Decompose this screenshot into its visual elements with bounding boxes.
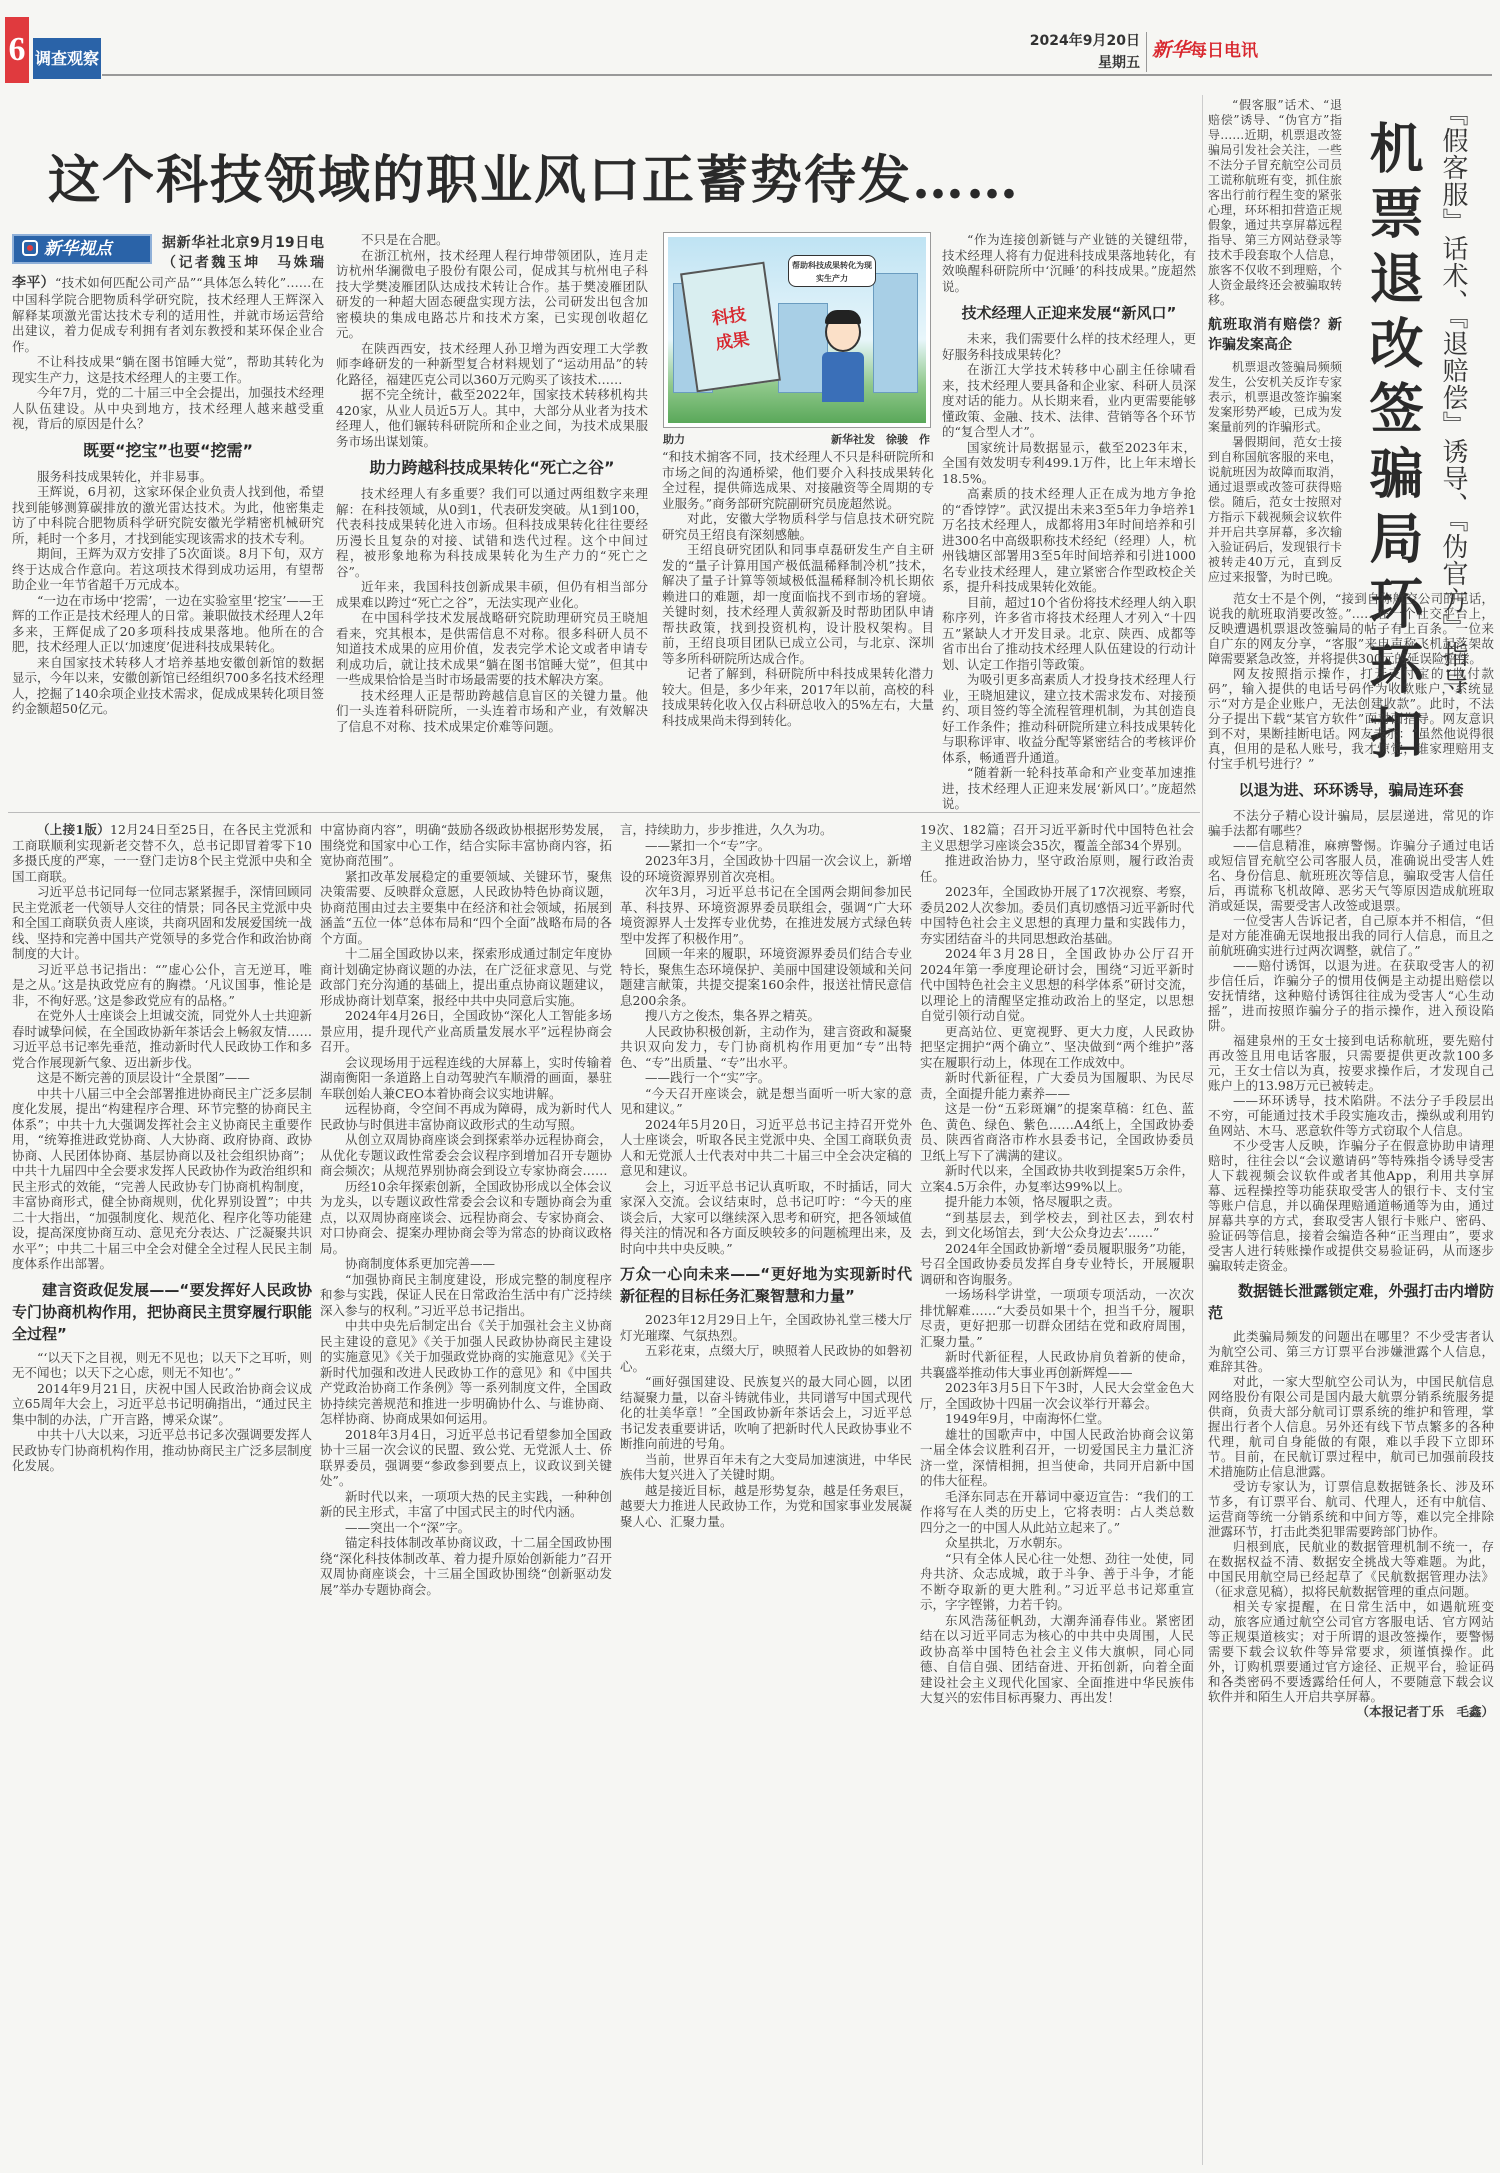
subheading: 数据链长泄露锁定难，外强打击内增防范 xyxy=(1208,1282,1494,1322)
article-column-3: “和技术掮客不同，技术经理人不只是科研院所和市场之间的沟通桥梁，他们要介入科技成果转化全过程，提供筛选成果、对接融资等全周期的专业服务。”商务部研究院副研究员庞超然说。 对此，安徽大学物质科学与信息技术研究院研究员王绍良有深刻感触。 王绍良研究团队和同事卓磊研发生产自主研发的“量子计算用国产极低温稀释制冷机”技术，解决了量子计算等领域极低温稀释制冷机长期依赖进口的难题，却一度面临找不到市场的窘境。关键时刻，技术经理人黄叙新及时帮助团队申请帮扶政策，找到投资机构，设计股权架构。目前，王绍良项目团队已成立公司，与北京、深圳等多所科研院所达成合作。 记者了解到，科研院所中科技成果转化潜力较大。但是，多少年来，2017年以前，高校的科技成果转化收入仅占科研总收入的5%左右，大量科技成果尚未得到转化。 xyxy=(662,449,934,728)
issue-date xyxy=(1020,30,1140,74)
technology-manager-character xyxy=(818,312,868,402)
subheading: 建言资政促发展——“要发挥好人民政协专门协商机构作用，把协商民主贯穿履行职能全过程” xyxy=(12,1280,313,1343)
newspaper-logo xyxy=(1152,30,1258,71)
section-divider xyxy=(8,812,1200,813)
main-headline: 这个科技领域的职业风口正蓄势待发…… xyxy=(48,150,1021,211)
subheading: 技术经理人正迎来发展“新风口” xyxy=(961,304,1177,322)
subheading: 以退为进、环环诱导，骗局连环套 xyxy=(1238,781,1464,799)
section-title: 调查观察 xyxy=(33,38,101,79)
article-column-2: 不只是在合肥。 在浙江杭州，技术经理人程行坤带领团队，连月走访杭州华澜微电子股份有限公司，促成其与杭州电子科技大学樊凌雁团队达成技术转让合作。基于樊凌雁团队研发的一种超大固态硬盘实现方法，公司研发出包含加密模块的集成电路芯片和技术方案，已实现创收超亿元。 在陕西西安，技术经理人孙卫增为西安理工大学教师李峰研发的一种新型复合材料规划了“运动用品”的转化路径，福建匹克公司以360万元购买了该技术…… 据不完全统计，截至2022年，国家技术转移机构共420家，从业人员近5万人。其中，大部分从业者为技术经理人，他们辗转科研院所和企业之间，为技术成果服务市场出谋划策。 助力跨越科技成果转化“死亡之谷” 技术经理人有多重要？我们可以通过两组数字来理解：在科技领域，从0到1，代表研发突破。从1到100，代表科技成果转化进入市场。但科技成果转化往往要经历漫长且复杂的对接、试错和迭代过程。这个中间过程，被形象地称为科技成果转化为生产力的“死亡之谷”。 近年来，我国科技创新成果丰硕，但仍有相当部分成果难以跨过“死亡之谷”，无法实现产业化。 在中国科学技术发展战略研究院助理研究员王晓旭看来，究其根本，是供需信息不对称。很多科研人员不知道技术成果的应用价值，发表完学术论文或者申请专利成功后，就让技术成果“躺在图书馆睡大觉”，但其中一些成果恰恰是当时市场最需要的技术解决方案。 技术经理人正是帮助跨越信息盲区的关键力量。他们一头连着科研院所，一头连着市场和产业，有效解决了信息不对称、技术成果定价难等问题。 xyxy=(336,232,648,734)
weekday-text: 星期五 xyxy=(1098,55,1140,71)
image-credit: 新华社发 徐骏 作 xyxy=(831,433,930,446)
reporter-credit: （本报记者丁乐 毛鑫） xyxy=(1356,1704,1494,1719)
lower-column-2: 中富协商内容”，明确“鼓励各级政协根据形势发展，围绕党和国家中心工作，结合实际丰富协商内容，拓宽协商范围”。 紧扣改革发展稳定的重要领域、关键环节，聚焦决策需要、反映群众意愿，人民政协特色协商议题，协商范围由过去主要集中在经济和社会领域，拓展到涵盖“五位一体”总体布局和“四个全面”战略布局的各个方面。 十二届全国政协以来，探索形成通过制定年度协商计划确定协商议题的办法，在广泛征求意见、与党政部门充分沟通的基础上，提出重点协商议题建议，形成协商计划草案，报经中共中央同意后实施。 2024年4月26日，全国政协“深化人工智能多场景应用，提升现代产业高质量发展水平”远程协商会召开。 会议现场用于远程连线的大屏幕上，实时传输着湖南衡阳一条道路上自动驾驶汽车顺滑的画面，暴驻车联创始人兼CEO本着协商会议实地讲解。 远程协商，令空间不再成为障碍，成为新时代人民政协与时俱进丰富协商议政形式的生动写照。 从创立双周协商座谈会到探索举办远程协商会，从优化专题议政性常委会会议程序到增加召开专题协商会频次；从规范界别协商会到设立专家协商会…… 历经10余年探索创新，全国政协形成以全体会议为龙头，以专题议政性常委会会议和专题协商会为重点，以双周协商座谈会、远程协商会、专家协商会、对口协商会、提案办理协商会等为常态的协商议政格局。 协商制度体系更加完善—— “加强协商民主制度建设，形成完整的制度程序和参与实践，保证人民在日常政治生活中有广泛持续深入参与的权利。”习近平总书记指出。 中共中央先后制定出台《关于加强社会主义协商民主建设的意见》《关于加强人民政协协商民主建设的实施意见》《关于加强政党协商的实施意见》《关于新时代加强和改进人民政协工作的意见》和《中国共产党政治协商工作条例》等一系列制度文件，全国政协持续完善规范和推进一步明确协什么、与谁协商、怎样协商、协商成果如何运用。 2018年3月4日，习近平总书记看望参加全国政协十三届一次会议的民盟、致公党、无党派人士、侨联界委员，强调要“参政参到要点上，议政议到关键处”。 新时代以来，一项项大热的民主实践，一种种创新的民主形式，丰富了中国式民主的时代内涵。 ——突出一个“深”字。 锚定科技体制改革协商议政，十二届全国政协围绕“深化科技体制改革、着力提升原始创新能力”召开双周协商座谈会，十三届全国政协围绕“创新驱动发展”举办专题协商会。 xyxy=(320,822,612,1597)
image-title: 助力 xyxy=(663,433,685,446)
header-divider xyxy=(1146,32,1147,72)
page-number: 6 xyxy=(5,17,29,83)
logo-text: 每日电讯 xyxy=(1190,41,1259,61)
lower-column-1: （上接1版）12月24日至25日，在各民主党派和工商联顺利实现新老交替不久，总书记即冒着零下10多摄氏度的严寒，一一登门走访8个民主党派中央和全国工商联。 习近平总书记同每一位同志紧紧握手，深情回顾同民主党派老一代领导人交往的情景；同各民主党派中央和全国工商联负责人座谈，共商巩固和发展爱国统一战线、坚持和完善中国共产党领导的多党合作和政治协商制度的大计。 习近平总书记指出：“”虚心公仆，言无逆耳，唯是之从。’这是执政党应有的胸襟。‘凡议国事，惟论是非，不徇好恶。’这是参政党应有的品格。” 在党外人士座谈会上坦诚交流，同党外人士共迎新春时诚挚问候，在全国政协新年茶话会上畅叙友情……习近平总书记率先垂范，推动新时代人民政协工作和多党合作展现新气象、迈出新步伐。 这是不断完善的顶层设计“全景图”—— 中共十八届三中全会部署推进协商民主广泛多层制度化发展，提出“构建程序合理、环节完整的协商民主体系”；中共十九大强调发挥社会主义协商民主重要作用，“统筹推进政党协商、人大协商、政府协商、政协协商、人民团体协商、基层协商以及社会组织协商”；中共十九届四中全会要求发挥人民政协作为政治组织和民主形式的效能，“完善人民政协专门协商机构制度，丰富协商形式，健全协商规则，优化界别设置”；中共二十大指出，“加强制度化、规范化、程序化等功能建设，提高深度协商互动、意见充分表达、广泛凝聚共识水平”；中共二十届三中全会对健全全过程人民民主制度体系作出部署。 建言资政促发展——“要发挥好人民政协专门协商机构作用，把协商民主贯穿履行职能全过程” “‘以天下之目视，则无不见也；以天下之耳听，则无不闻也；以天下之心虑，则无不知也’。” 2014年9月21日，庆祝中国人民政治协商会议成立65周年大会上，习近平总书记明确指出，“通过民主集中制的办法，广开言路，博采众谋”。 中共十八大以来，习近平总书记多次强调要发挥人民政协专门协商机构作用，推动协商民主广泛多层制度化发展。 xyxy=(12,822,313,1473)
lower-column-3: 言，持续助力，步步推进，久久为功。 ——紧扣一个“专”字。 2023年3月，全国政协十四届一次会议上，新增设的环境资源界别首次亮相。 次年3月，习近平总书记在全国两会期间参加民革、科技界、环境资源界委员联组会，强调“广大环境资源界人士发挥专业优势，在推进发展方式绿色转型中发挥了积极作用”。 回顾一年来的履职，环境资源界委员们结合专业特长，聚焦生态环境保护、美丽中国建设领域和关问题建言献策，共提交提案160余件，报送社情民意信息200余条。 搜八方之俊杰，集各界之精英。 人民政协积极创新，主动作为，建言资政和凝聚共识双向发力，专门协商机构作用更加“专”出特色、“专”出质量、“专”出水平。 ——践行一个“实”字。 “今天召开座谈会，就是想当面听一听大家的意见和建议。” 2024年5月20日，习近平总书记主持召开党外人士座谈会，听取各民主党派中央、全国工商联负责人和无党派人士代表对中共二十届三中全会决定稿的意见和建议。 会上，习近平总书记认真听取，不时插话，同大家深入交流。会议结束时，总书记叮咛：“今天的座谈会后，大家可以继续深入思考和研究，把各领域值得关注的情况和各方面反映较多的问题梳理出来，及时向中共中央反映。” 万众一心向未来——“更好地为实现新时代新征程的目标任务汇聚智慧和力量” 2023年12月29日上午，全国政协礼堂三楼大厅灯光璀璨、气氛热烈。 五彩花束，点缀大厅，映照着人民政协的如磐初心。 “画好强国建设、民族复兴的最大同心圆，以团结凝聚力量，以奋斗铸就伟业，共同谱写中国式现代化的壮美华章！”全国政协新年茶话会上，习近平总书记发表重要讲话，吹响了把新时代人民政协事业不断推向前进的号角。 当前，世界百年未有之大变局加速演进，中华民族伟大复兴进入了关键时期。 越是接近目标，越是形势复杂，越是任务艰巨，越要大力推进人民政协工作，为党和国家事业发展凝聚人心、汇聚力量。 xyxy=(620,822,912,1529)
subheading: 航班取消有赔偿？新诈骗发案高企 xyxy=(1208,317,1342,353)
xinhua-viewpoint-badge: 新华视点 xyxy=(12,234,152,264)
logo-script: 新华 xyxy=(1152,39,1191,61)
sidebar-column-top: “假客服”话术、“退赔偿”诱导、“伪官方”指导……近期，机票退改签骗局引发社会关注，一些不法分子冒充航空公司员工谎称航班有变，抓住旅客出行前行程生变的紧张心理，环环相扣营造正规假象，通过共享屏幕远程指导、第三方网站登录等技术手段套取个人信息，旅客不仅收不到理赔，个人资金最终还会被骗取转移。 航班取消有赔偿？新诈骗发案高企 机票退改签骗局频频发生，公安机关反诈专家表示，机票退改签诈骗案发案形势严峻，已成为发案量前列的诈骗形式。 暑假期间，范女士接到自称国航客服的来电，说航班因为故障而取消，通过退票或改签可获得赔偿。随后，范女士按照对方指示下载视频会议软件并开启共享屏幕，多次输入验证码后，发现银行卡被转走40万元，直到反应过来报警，为时已晚。 xyxy=(1208,98,1342,584)
column-divider xyxy=(1202,95,1203,2165)
sidebar-title: 机票退改签骗局环环扣 xyxy=(1361,120,1425,770)
date-text: 2024年9月20日 xyxy=(1029,33,1140,49)
dateline: 据新华社北京9月19日电（记者魏玉坤 马姝瑞 李平） xyxy=(12,235,338,291)
sidebar-article xyxy=(1208,98,1494,1719)
subheading: 万众一心向未来——“更好地为实现新时代新征程的目标任务汇聚智慧和力量” xyxy=(620,1265,912,1305)
sidebar-subtitle: 『假客服』话术、『退赔偿』诱导、『伪官方』指导 xyxy=(1438,100,1468,695)
speech-bubble: 帮助科技成果转化为现实生产力 xyxy=(788,255,876,287)
subheading: 助力跨越科技成果转化“死亡之谷” xyxy=(369,458,615,477)
article-column-1: 新华视点 据新华社北京9月19日电（记者魏玉坤 马姝瑞 李平）“技术如何匹配公司产品”“具体怎么转化”……在中国科学院合肥物质科学研究院，技术经理人王辉深入解释某项激光雷达技术专利的适用性，并就市场运营给出建议，着力促成专利拥有者刘东教授和某环保企业合作。 不让科技成果“躺在图书馆睡大觉”，帮助其转化为现实生产力，这是技术经理人的主要工作。 今年7月，党的二十届三中全会提出，加强技术经理人队伍建设。从中央到地方，技术经理人越来越受重视，背后的原因是什么？ 既要“挖宝”也要“挖需” 服务科技成果转化，并非易事。 王辉说，6月初，这家环保企业负责人找到他，希望找到能够测算碳排放的激光雷达技术。为此，他密集走访了中科院合肥物质科学研究院安徽光学精密机械研究所，耗时一个多月，才找到能实现该需求的技术专利。 期间，王辉为双方安排了5次面谈。8月下旬，双方终于达成合作意向。若这项技术得到成功运用，有望帮助企业一年节省超千万元成本。 “一边在市场中‘挖需’，一边在实验室里‘挖宝’——王辉的工作正是技术经理人的日常。兼职做技术经理人2年多来，王辉促成了20多项科技成果落地。他所在的合肥，技术经理人正以‘加速度’促进科技成果转化。 来自国家技术转移人才培养基地安徽创新馆的数据显示，今年以来，安徽创新馆已经组织700多名技术经理人，挖掘了140余项企业技术需求，促成成果转化项目签约金额超50亿元。 xyxy=(12,235,338,716)
subheading: 既要“挖宝”也要“挖需” xyxy=(82,440,254,460)
sidebar-column-bottom: 范女士不是个例，“接到自称航空公司的电话，说我的航班取消要改签。”……在一个社交平台上，反映遭遇机票退改签骗局的帖子有上百条。一位来自广东的网友分享，“客服”来电声称飞机起落架故障需要紧急改签，并将提供300元的延误险赔偿。 网友按照指示操作，打开支付宝的“收付款码”，输入提供的电话号码作为收款账户，系统显示“对方是企业账户，无法创建收款”。此时，不法分子提出下载“某官方软件”面对面指导。网友意识到不对，果断挂断电话。网友表示：“虽然他说得很真，但用的是私人账号，我才惊觉，谁家理赔用支付宝手机号进行？” 以退为进、环环诱导，骗局连环套 不法分子精心设计骗局，层层递进，常见的诈骗手法都有哪些？ ——信息精准，麻痹警惕。诈骗分子通过电话或短信冒充航空公司客服人员，准确说出受害人姓名、身份信息、航班班次等信息，骗取受害人信任后，再谎称飞机故障、恶劣天气等原因造成航班取消或延误，需要受害人改签或退票。 一位受害人告诉记者，自己原本并不相信，“但是对方能准确无误地报出我的同行人信息，而且之前航班确实进行过两次调整，就信了。” ——赔付诱饵，以退为进。在获取受害人的初步信任后，诈骗分子的惯用伎俩是主动提出赔偿以安抚情绪，这种赔付诱饵往往成为受害人“心生动摇”，进而按照诈骗分子的指示操作，进入预设陷阱。 福建泉州的王女士接到电话称航班，要先赔付再改签且用电话客服，只需要提供更改款100多元，王女士信以为真，按要求操作后，才发现自己账户上的13.98万元已被转走。 ——环环诱导，技术陷阱。不法分子手段层出不穷，可能通过技术手段实施攻击，操纵或利用钓鱼网站、木马、恶意软件等方式窃取个人信息。 不少受害人反映，诈骗分子在假意协助申请理赔时，往往会以“会议邀请码”等特殊指令诱导受害人下载视频会议软件或者其他App，利用共享屏幕、远程操控等功能获取受害人的银行卡、支付宝等账户信息，并以确保理赔通道畅通等为由，通过屏幕共享的方式，套取受害人银行卡账户、密码、验证码等信息，接着会编造各种“正当理由”，要求受害人进行转账操作或提供交易验证码，从而逐步骗取转走资金。 数据链长泄露锁定难，外强打击内增防范 此类骗局频发的问题出在哪里？不少受害者认为航空公司、第三方订票平台涉嫌泄露个人信息，难辞其咎。 对此，一家大型航空公司认为，中国民航信息网络股份有限公司是国内最大航票分销系统服务提供商，负责大部分航司订票系统的维护和管理，掌握出行者个人信息。另外还有线下节点繁多的各种代理，航司自身能做的有限，难以手段下立即环节。目前，在民航订票过程中，航司已加强前段技术措施防止信息泄露。 受访专家认为，订票信息数据链条长、涉及环节多，有订票平台、航司、代理人，还有中航信、运营商等统一分销系统和中间方等，难以完全排除泄露环节，打击此类犯罪需要跨部门协作。 归根到底，民航业的数据管理机制不统一，存在数据权益不清、数据安全挑战大等难题。为此，中国民用航空局已经起草了《民航数据管理办法》（征求意见稿），拟将民航数据管理的重点问题。 相关专家提醒，在日常生活中，如遇航班变动，旅客应通过航空公司官方客服电话、官方网站等正规渠道核实；对于所谓的退改签操作，要警惕需要下载会议软件等异常要求，须谨慎操作。此外，订购机票要通过官方途径、正规平台，验证码和各类密码不要透露给任何人，不要随意下载会议软件并和陌生人开启共享屏幕。 （本报记者丁乐 毛鑫） xyxy=(1208,591,1494,1719)
camera-icon xyxy=(22,240,38,256)
science-book-character: 科技 成果 xyxy=(680,262,781,393)
lower-column-4: 19次、182篇；召开习近平新时代中国特色社会主义思想学习座谈会35次，覆盖全部34个界别。 推进政治协力，坚守政治原则，履行政治责任。 2023年，全国政协开展了17次视察、考察，委员202人次参加。委员们真切感悟习近平新时代中国特色社会主义思想的真理力量和实践伟力，夯实团结奋斗的共同思想政治基础。 2024年3月28日，全国政协办公厅召开2024年第一季度理论研讨会，围绕“习近平新时代中国特色社会主义思想的科学体系”研讨交流，以理论上的清醒坚定推动政治上的坚定，以思想自觉引领行动自觉。 更高站位、更宽视野、更大力度，人民政协把坚定拥护“两个确立”、坚决做到“两个维护”落实在履职行动上，体现在工作成效中。 新时代新征程，广大委员为国履职、为民尽责，全面提升能力素养—— 这是一份“五彩斑斓”的提案草稿：红色、蓝色、黄色、绿色、紫色……A4纸上，全国政协委员、陕西省商洛市柞水县委书记，全国政协委员卫纸上写下了满满的建议。 新时代以来，全国政协共收到提案5万余件，立案4.5万余件，办复率达99%以上。 提升能力本领，恪尽履职之责。 “到基层去，到学校去，到社区去，到农村去，到文化场馆去，到‘大公众身边去’……” 2024年全国政协新增“委员履职服务”功能，号召全国政协委员发挥自身专业特长，开展履职调研和咨询服务。 一场场科学讲堂，一项项专项活动，一次次排忧解难……“大委员如果十个，担当千分，履职尽责，更好把那一切群众团结在党和政府周围，汇聚力量。” 新时代新征程，人民政协肩负着新的使命，共襄盛举推动伟大事业再创新辉煌—— 2023年3月5日下午3时，人民大会堂金色大厅，全国政协十四届一次会议举行开幕会。 1949年9月，中南海怀仁堂。 雄壮的国歌声中，中国人民政治协商会议第一届全体会议胜利召开，一切爱国民主力量汇济济一堂，深情相拥，担当使命，共同开启新中国的伟大征程。 毛泽东同志在开幕词中豪迈宣告：“我们的工作将写在人类的历史上，它将表明：占人类总数四分之一的中国人从此站立起来了。” 众星拱北，万水朝东。 “只有全体人民心往一处想、劲往一处使，同舟共济、众志成城，敢于斗争、善于斗争，才能不断夺取新的更大胜利。”习近平总书记郑重宣示，字字铿锵，力若千钧。 东风浩荡征帆劲，大潮奔涌春伟业。紧密团结在以习近平同志为核心的中共中央周围，人民政协高举中国特色社会主义伟大旗帜，同心同德、自信自强、团结奋进、开拓创新，向着全面建设社会主义现代化国家、全面推进中华民族伟大复兴的宏伟目标再聚力、再出发！ xyxy=(920,822,1194,1705)
continued-from-label: （上接1版） xyxy=(37,822,111,837)
cartoon-illustration xyxy=(663,232,931,428)
article-column-4: “作为连接创新链与产业链的关键纽带，技术经理人将有力促进科技成果落地转化，有效唤醒科研院所中‘沉睡’的科技成果。”庞超然说。 技术经理人正迎来发展“新风口” 未来，我们需要什么样的技术经理人，更好服务科技成果转化？ 在浙江大学技术转移中心副主任徐啸看来，技术经理人要具备和企业家、科研人员深度对话的能力。从长期来看，业内更需要能够懂政策、金融、技术、法律、营销等各个环节的“复合型人才”。 国家统计局数据显示，截至2023年末，全国有效发明专利499.1万件，比上年末增长18.5%。 高素质的技术经理人正在成为地方争抢的“香饽饽”。武汉提出未来3至5年力争培养1万名技术经理人，成都将用3年时间培养和引进300名中高级职称技术经纪（经理）人，杭州钱塘区部署用3至5年时间培养和引进1000名专业技术经理人，建立紧密合作型政校企关系，提升科技成果转化效能。 目前，超过10个省份将技术经理人纳入职称序列，许多省市将技术经理人才列入“十四五”紧缺人才开发目录。北京、陕西、成都等省市出台了推动技术经理人队伍建设的行动计划、认定工作指引等政策。 为吸引更多高素质人才投身技术经理人行业，王晓旭建议，建立技术需求发布、对接预约、项目签约等全流程管理机制，为其创造良好工作条件；推动科研院所建立科技成果转化与职称评审、收益分配等紧密结合的考核评价体系，畅通晋升通道。 “随着新一轮科技革命和产业变革加速推进，技术经理人正迎来发展‘新风口’。”庞超然说。 xyxy=(942,232,1196,811)
header-rule xyxy=(102,74,1492,76)
